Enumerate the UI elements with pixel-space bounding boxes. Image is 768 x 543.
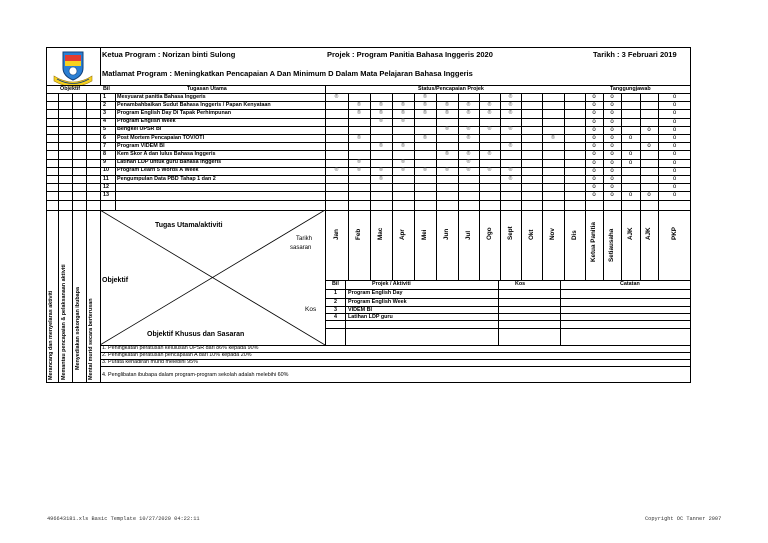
col-tugasan: Tugasan Utama [187, 86, 227, 92]
status-mark: ® [423, 109, 427, 116]
cost-row-2-no: 2 [334, 299, 337, 305]
responsibility-mark: o [592, 192, 596, 199]
col-status: Status/Pencapaian Projek [418, 86, 484, 92]
status-mark: ® [423, 101, 427, 108]
status-mark: ® [466, 101, 471, 108]
responsibility-mark: o [647, 126, 651, 133]
task-name: Bengkel UPSR BI [117, 126, 162, 133]
task-no: 3 [103, 109, 106, 116]
responsibility-mark: o [592, 143, 596, 150]
status-mark: ® [357, 109, 361, 116]
task-no: 12 [103, 183, 109, 190]
target-2: 2. Peningkatan peratusan pencapaian A dari 10% kepada 20% [102, 352, 252, 358]
footer-file-info: 496643181.xls Basic Template 10/27/2020 04:22:11 [47, 516, 200, 522]
status-mark: ® [487, 126, 492, 133]
responsibility-mark: o [672, 151, 677, 158]
responsibility-mark: o [610, 126, 614, 133]
status-mark: ® [379, 101, 383, 108]
task-name: Pengumpulan Data PBD Tahap 1 dan 2 [117, 175, 216, 182]
task-name: Latihan LDP untuk guru Bahasa Inggeris [117, 159, 222, 166]
responsibility-mark: o [672, 167, 677, 174]
responsibility-mark: o [647, 192, 651, 199]
diagram-cost: Kos [305, 306, 317, 313]
status-mark: ® [445, 150, 449, 157]
status-mark: ® [487, 101, 492, 108]
task-no: 2 [103, 101, 106, 108]
objective-vertical-3: Menyediakan sokongan ibubapa [75, 287, 81, 370]
task-name: Program Learn 5 Words A Week [117, 167, 199, 174]
status-mark: ® [508, 167, 513, 174]
status-mark: ® [487, 109, 492, 116]
status-mark: ® [379, 109, 383, 116]
month-label: Okt [527, 229, 535, 240]
status-mark: ® [423, 134, 427, 141]
status-mark: ® [487, 150, 492, 157]
responsibility-mark: o [610, 118, 614, 125]
status-mark: ® [551, 134, 555, 141]
responsibility-mark: o [610, 102, 614, 109]
responsibility-mark: o [672, 110, 677, 117]
month-label: Jul [464, 230, 472, 240]
status-mark: ® [334, 167, 339, 174]
role-label: AJK [645, 227, 652, 240]
task-name: Penambahbaikan Sudut Bahasa Inggeris / Papan Kenyataan [117, 101, 271, 108]
responsibility-mark: o [672, 135, 677, 141]
month-label: Dis [570, 230, 578, 240]
status-mark: ® [466, 167, 471, 174]
responsibility-mark: o [672, 94, 677, 100]
responsibility-mark: o [672, 102, 677, 109]
status-mark: ® [357, 167, 361, 174]
responsibility-mark: o [628, 151, 633, 158]
col-tanggungjawab: Tanggungjawab [610, 86, 651, 92]
role-label: Ketua Panitia [590, 222, 597, 262]
month-label: Sept [506, 226, 514, 240]
cost-row-4-no: 4 [334, 314, 337, 320]
responsibility-mark: o [592, 126, 596, 133]
status-mark: ® [401, 167, 405, 174]
task-no: 11 [103, 175, 109, 182]
responsibility-mark: o [592, 102, 596, 109]
responsibility-mark: o [592, 94, 596, 100]
task-no: 4 [103, 118, 106, 125]
cost-row-3-no: 3 [334, 307, 337, 313]
status-mark: ® [401, 159, 405, 166]
cost-header-cost: Kos [515, 281, 526, 287]
target-4: 4. Penglibatan ibubapa dalam program-program sekolah adalah melebihi 60% [102, 372, 289, 378]
task-name: Program English Day Di Tapak Perhimpunan [117, 109, 232, 116]
responsibility-mark: o [592, 184, 596, 191]
task-no: 13 [103, 191, 109, 198]
responsibility-mark: o [592, 118, 596, 125]
responsibility-mark: o [628, 135, 633, 141]
task-no: 6 [103, 134, 106, 141]
responsibility-mark: o [592, 135, 596, 141]
task-no: 1 [103, 93, 106, 100]
month-label: Ogo [485, 227, 493, 240]
responsibility-mark: o [610, 110, 614, 117]
responsibility-mark: o [672, 176, 677, 182]
status-mark: ® [466, 109, 471, 116]
cost-row-1-no: 1 [334, 290, 337, 296]
task-name: Program English Week [117, 118, 176, 125]
status-mark: ® [423, 167, 427, 174]
school-logo [51, 50, 95, 88]
month-label: Jun [443, 228, 450, 240]
planning-diagram [100, 210, 325, 345]
responsibility-mark: o [592, 151, 596, 158]
objective-vertical-4: Mental murid secara berterusan [88, 298, 94, 380]
responsibility-mark: o [672, 118, 677, 125]
task-no: 7 [103, 142, 106, 149]
responsibility-mark: o [610, 192, 614, 199]
status-mark: ® [357, 101, 361, 108]
task-name: Mesyuarat panitia Bahasa Inggeris [117, 93, 206, 100]
status-mark: ® [401, 101, 405, 108]
responsibility-mark: o [610, 184, 614, 191]
diagram-specific-objective: Objektif Khusus dan Sasaran [147, 331, 245, 338]
responsibility-mark: o [592, 110, 596, 117]
cost-row-3-name: VIDEM BI [348, 307, 372, 313]
program-head: Ketua Program : Norizan binti Sulong [102, 50, 236, 59]
cost-header-notes: Catatan [620, 281, 640, 287]
task-name: Kem Skor A dan lulus Bahasa Inggeris [117, 150, 216, 157]
status-mark: ® [508, 93, 513, 100]
responsibility-mark: o [592, 167, 596, 174]
diagram-target-date-1: Tarikh [296, 236, 313, 242]
responsibility-mark: o [610, 167, 614, 174]
status-mark: ® [379, 118, 383, 125]
program-aim: Matlamat Program : Meningkatkan Pencapaian A Dan Minimum D Dalam Mata Pelajaran Bahasa Inggeris [102, 69, 473, 78]
responsibility-mark: o [672, 159, 677, 166]
status-mark: ® [487, 167, 492, 174]
project-title: Projek : Program Panitia Bahasa Inggeris 2020 [327, 50, 493, 59]
status-mark: ® [445, 101, 449, 108]
responsibility-mark: o [592, 159, 596, 166]
month-label: Feb [355, 228, 362, 240]
responsibility-mark: o [592, 176, 596, 182]
month-label: Mac [377, 227, 384, 240]
diagram-objective: Objektif [102, 277, 129, 284]
responsibility-mark: o [610, 143, 614, 150]
status-mark: ® [401, 118, 405, 125]
status-mark: ® [466, 134, 471, 141]
month-label: Apr [399, 229, 406, 240]
task-no: 5 [103, 126, 106, 133]
status-mark: ® [508, 109, 513, 116]
task-no: 10 [103, 167, 109, 174]
responsibility-mark: o [610, 176, 614, 182]
responsibility-mark: o [672, 143, 677, 150]
col-objektif: Objektif [60, 86, 81, 92]
role-label: PKP [670, 227, 678, 240]
month-label: Nov [549, 228, 556, 240]
status-mark: ® [445, 109, 449, 116]
report-date: Tarikh : 3 Februari 2019 [593, 50, 677, 59]
status-mark: ® [466, 150, 471, 157]
target-1: 1. Peningkatan peratusan kelulusan UPSR dari 86% kepada 90% [102, 345, 259, 351]
responsibility-mark: o [672, 126, 677, 133]
status-mark: ® [508, 142, 513, 149]
task-name: Program VIDEM BI [117, 142, 165, 149]
footer-copyright: Copyright OC Tanner 2007 [645, 516, 722, 522]
cost-header-bil: Bil [332, 281, 339, 287]
responsibility-mark: o [647, 143, 651, 150]
cost-row-4-name: Latihan LDP guru [348, 314, 393, 320]
responsibility-mark: o [610, 135, 614, 141]
task-no: 8 [103, 150, 106, 157]
role-label: Setiausaha [608, 228, 615, 262]
responsibility-mark: o [672, 184, 677, 191]
status-mark: ® [357, 134, 361, 141]
month-label: Jan [332, 229, 340, 240]
target-3: 3. Purata kehadiran murid melebihi 95% [102, 359, 198, 365]
task-no: 9 [103, 159, 106, 166]
responsibility-mark: o [610, 159, 614, 166]
responsibility-mark: o [628, 159, 633, 166]
responsibility-mark: o [628, 192, 633, 199]
col-bil: Bil [103, 86, 110, 92]
responsibility-mark: o [672, 192, 677, 199]
cost-row-1-name: Program English Day [348, 290, 403, 296]
responsibility-mark: o [610, 151, 614, 158]
status-mark: ® [508, 101, 513, 108]
status-mark: ® [401, 109, 405, 116]
month-label: Mei [421, 229, 428, 240]
responsibility-mark: o [610, 94, 614, 100]
status-mark: ® [423, 93, 427, 100]
status-mark: ® [357, 159, 361, 166]
status-mark: ® [379, 175, 383, 182]
status-mark: ® [508, 126, 513, 133]
status-mark: ® [508, 175, 513, 182]
status-mark: ® [445, 126, 449, 133]
status-mark: ® [334, 93, 339, 100]
task-name: Post Mortem Pencapaian TOV/OTI [117, 134, 205, 141]
cost-row-2-name: Program English Week [348, 299, 407, 305]
status-mark: ® [401, 142, 405, 149]
objective-vertical-1: Merancang dan menyelaras aktiviti [48, 290, 54, 380]
status-mark: ® [466, 159, 471, 166]
status-mark: ® [379, 167, 383, 174]
diagram-main-task: Tugas Utama/aktiviti [155, 222, 223, 229]
diagram-target-date-2: sasaran [290, 245, 312, 251]
role-label: AJK [626, 227, 634, 240]
status-mark: ® [379, 142, 383, 149]
status-mark: ® [445, 167, 449, 174]
status-mark: ® [466, 126, 471, 133]
objective-vertical-2: Memantau pencapaian & pelaksanaan aktiviti [61, 264, 67, 380]
cost-header-project: Projek / Aktiviti [372, 281, 411, 287]
